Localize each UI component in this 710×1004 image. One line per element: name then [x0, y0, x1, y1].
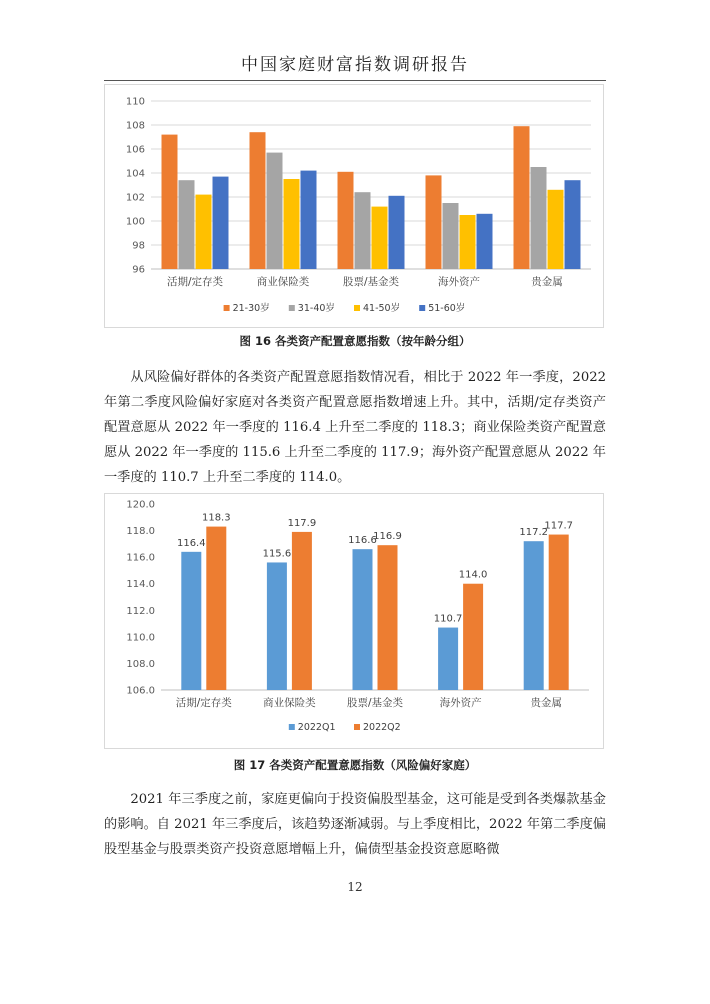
- bar: [338, 172, 354, 269]
- legend-swatch: [419, 305, 425, 311]
- bar: [438, 628, 458, 690]
- page-header-title: 中国家庭财富指数调研报告: [241, 55, 469, 75]
- legend-swatch: [354, 305, 360, 311]
- y-tick-label: 100: [125, 216, 145, 228]
- data-label: 116.6: [348, 535, 377, 547]
- y-tick-label: 106: [125, 144, 145, 156]
- bar: [284, 179, 300, 269]
- x-tick-label: 股票/基金类: [346, 697, 404, 709]
- y-tick-label: 106.0: [126, 685, 155, 697]
- data-label: 117.2: [519, 527, 549, 539]
- x-tick-label: 贵金属: [531, 276, 563, 288]
- y-tick-label: 102: [125, 192, 145, 204]
- bar: [206, 527, 226, 690]
- bar: [477, 214, 493, 269]
- bar: [301, 171, 317, 269]
- figure16-chart: [104, 84, 604, 328]
- bar: [267, 153, 283, 269]
- bar: [196, 195, 212, 269]
- y-tick-label: 114.0: [126, 579, 155, 591]
- bar: [179, 180, 195, 269]
- legend-swatch: [354, 724, 360, 730]
- figure16-caption: 图 16 各类资产配置意愿指数（按年龄分组）: [239, 334, 471, 348]
- bar: [355, 192, 371, 269]
- legend-label: 51-60岁: [428, 303, 466, 314]
- bar: [250, 132, 266, 269]
- bar: [514, 126, 530, 269]
- bar: [162, 135, 178, 269]
- bar: [548, 190, 564, 269]
- x-tick-label: 商业保险类: [256, 276, 310, 288]
- bar: [549, 535, 569, 690]
- figure17-caption: 图 17 各类资产配置意愿指数（风险偏好家庭）: [233, 758, 477, 772]
- paragraph-2: 2021 年三季度之前，家庭更偏向于投资偏股型基金，这可能是受到各类爆款基金的影响。自 2021 年三季度后，该趋势逐渐减弱。与上季度相比，2022 年第二季度偏股型基金与股票类资产投资意愿增幅上升，偏债型基金投资意愿略微: [104, 792, 606, 857]
- legend-label: 41-50岁: [363, 303, 401, 314]
- figure17-svg: [105, 494, 603, 748]
- y-tick-label: 96: [132, 264, 145, 276]
- bar: [389, 196, 405, 269]
- figure16-svg: [105, 85, 603, 327]
- bar: [463, 584, 483, 690]
- bar: [565, 180, 581, 269]
- legend-swatch: [289, 305, 295, 311]
- y-tick-label: 112.0: [126, 605, 155, 617]
- data-label: 118.3: [201, 512, 231, 524]
- bar: [426, 175, 442, 269]
- data-label: 115.6: [262, 548, 292, 560]
- bar: [372, 207, 388, 269]
- y-tick-label: 110: [125, 96, 145, 108]
- x-tick-label: 海外资产: [439, 697, 482, 709]
- page-number: 12: [347, 880, 363, 894]
- x-tick-label: 贵金属: [530, 697, 562, 709]
- legend-label: 21-30岁: [232, 303, 270, 314]
- y-tick-label: 120.0: [126, 499, 155, 511]
- legend-label: 2022Q1: [297, 722, 336, 733]
- bar: [443, 203, 459, 269]
- x-tick-label: 活期/定存类: [175, 697, 232, 709]
- bar: [531, 167, 547, 269]
- paragraph-1: 从风险偏好群体的各类资产配置意愿指数情况看，相比于 2022 年一季度，2022 年第二季度风险偏好家庭对各类资产配置意愿指数增速上升。其中，活期/定存类资产配置意愿从 2022 年一季度的 116.4 上升至二季度的 118.3；商业保险类资产配置意愿从 2022 年一季度的 115.6 上升至二季度的 117.9；海外资产配置意愿从 2022 年一季度的 110.7 上升至二季度的 114.0。: [104, 370, 606, 485]
- data-label: 110.7: [433, 613, 463, 625]
- bar: [524, 541, 544, 690]
- y-tick-label: 98: [132, 240, 145, 252]
- bar: [353, 549, 373, 690]
- data-label: 114.0: [458, 569, 488, 581]
- x-tick-label: 活期/定存类: [166, 276, 224, 288]
- header-rule: [104, 80, 606, 81]
- data-label: 116.9: [373, 531, 402, 543]
- x-tick-label: 商业保险类: [263, 697, 316, 709]
- y-tick-label: 108: [125, 120, 145, 132]
- bar: [292, 532, 312, 690]
- y-tick-label: 118.0: [126, 526, 155, 538]
- x-tick-label: 海外资产: [438, 276, 480, 288]
- y-tick-label: 104: [125, 168, 145, 180]
- legend-swatch: [224, 305, 230, 311]
- y-tick-label: 116.0: [126, 552, 155, 564]
- legend-label: 31-40岁: [297, 303, 335, 314]
- data-label: 117.9: [287, 517, 317, 529]
- bar: [378, 545, 398, 690]
- data-label: 117.7: [544, 520, 574, 532]
- y-tick-label: 108.0: [126, 658, 155, 670]
- legend-swatch: [289, 724, 295, 730]
- bar: [181, 552, 201, 690]
- bar: [460, 215, 476, 269]
- data-label: 116.4: [176, 537, 206, 549]
- y-tick-label: 110.0: [126, 632, 155, 644]
- legend-label: 2022Q2: [363, 722, 401, 733]
- x-tick-label: 股票/基金类: [342, 276, 400, 288]
- figure17-chart: [104, 493, 604, 749]
- bar: [267, 562, 287, 690]
- bar: [213, 177, 229, 269]
